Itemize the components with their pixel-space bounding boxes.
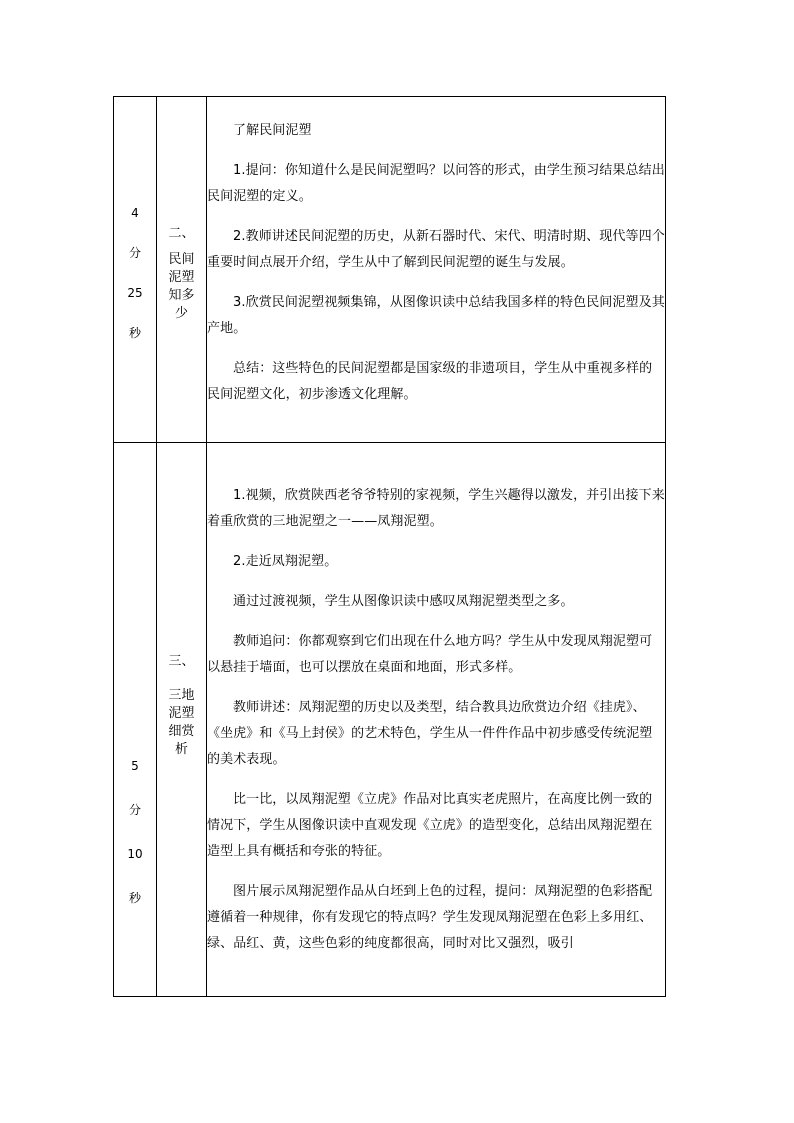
stage-part: 析 [174,742,188,757]
stage-part: 三地 [168,688,195,703]
paragraph: 比一比，以凤翔泥塑《立虎》作品对比真实老虎照片，在高度比例一致的情况下，学生从图像识读中直观发现《立虎》的造型变化，总结出凤翔泥塑在造型上具有概括和夸张的特征。 [207,791,653,859]
time-text [114,206,156,340]
stage-cell [157,443,207,997]
stage-part: 泥塑 [168,269,195,285]
stage-cell [157,97,207,443]
table-row [114,443,666,997]
paragraph: 通过过渡视频，学生从图像识读中感叹凤翔泥塑类型之多。 [233,593,574,609]
stage-part: 二、 [168,225,195,241]
time-text [114,759,156,905]
paragraph: 3.欣赏民间泥塑视频集锦，从图像识读中总结我国多样的特色民间泥塑及其产地。 [207,294,665,336]
paragraph: 教师追问：你都观察到它们出现在什么地方吗？学生从中发现凤翔泥塑可以悬挂于墙面，也可以摆放在桌面和地面，形式多样。 [207,633,653,675]
table-row [114,97,666,443]
time-part: 25 [127,285,143,300]
stage-part: 细赏 [168,724,195,739]
content-cell [207,97,666,443]
paragraph: 总结：这些特色的民间泥塑都是国家级的非遗项目，学生从中重视多样的民间泥塑文化，初步渗透文化理解。 [207,360,653,402]
time-part: 秒 [128,325,141,340]
stage-part: 知多 [168,287,195,303]
stage-part: 泥塑 [168,706,195,721]
paragraph: 了解民间泥塑 [233,122,312,138]
paragraph: 1.提问：你知道什么是民间泥塑吗？以问答的形式，由学生预习结果总结出民间泥塑的定义。 [207,162,665,204]
time-cell [114,443,157,997]
paragraph: 1.视频，欣赏陕西老爷爷特别的家视频，学生兴趣得以激发，并引出接下来着重欣赏的三地泥塑之一——凤翔泥塑。 [207,487,665,529]
content-cell [207,443,666,997]
stage-part: 三、 [168,654,195,669]
paragraph: 教师讲述：凤翔泥塑的历史以及类型，结合教具边欣赏边介绍《挂虎》、《坐虎》和《马上封侯》的艺术特色，学生从一件件作品中初步感受传统泥塑的美术表现。 [207,699,653,767]
paragraph: 图片展示凤翔泥塑作品从白坯到上色的过程，提问：凤翔泥塑的色彩搭配遵循着一种规律，你有发现它的特点吗？学生发现凤翔泥塑在色彩上多用红、绿、品红、黄，这些色彩的纯度都很高，同时对比又强烈，吸引 [207,883,653,951]
time-part: 分 [128,245,141,260]
stage-text [157,225,206,323]
stage-part: 民间 [168,251,195,267]
stage-text [157,653,206,759]
stage-part: 少 [174,305,188,321]
lesson-plan-table [113,96,666,997]
time-part: 分 [128,803,141,817]
paragraph: 2.教师讲述民间泥塑的历史，从新石器时代、宋代、明清时期、现代等四个重要时间点展开介绍，学生从中了解到民间泥塑的诞生与发展。 [207,228,665,270]
time-part: 10 [127,847,143,861]
time-part: 秒 [128,891,141,905]
time-part: 4 [131,205,139,220]
time-cell [114,97,157,443]
paragraph: 2.走近凤翔泥塑。 [233,553,338,569]
time-part: 5 [131,759,139,773]
